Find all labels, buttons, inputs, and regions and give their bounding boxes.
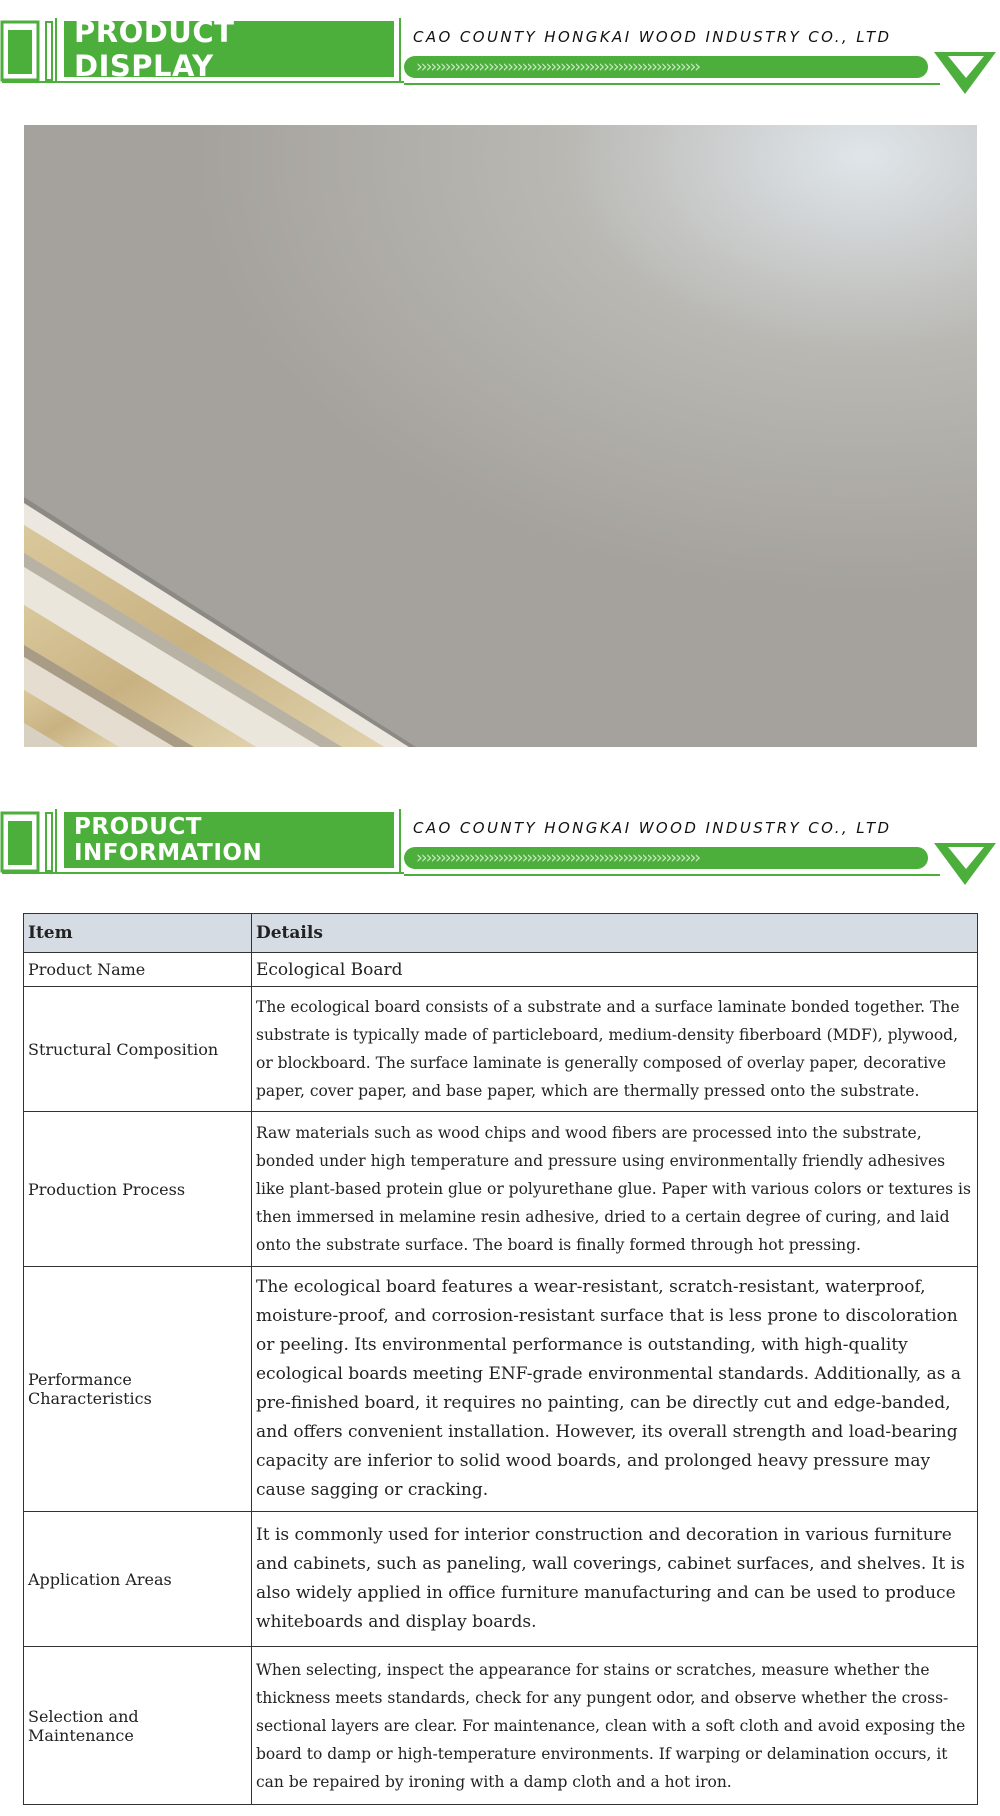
product-photo [24, 125, 977, 747]
row-details: When selecting, inspect the appearance for stains or scratches, measure whether the thickness meets standards, check for any pungent odor, and observe whether the cross-sectional layers are clear. For maintenance, clean with a soft cloth and avoid exposing the board to damp or high-temperature environments. If warping or delamination occurs, it can be repaired by ironing with a damp cloth and a hot iron. [252, 1647, 978, 1805]
company-name: CAO COUNTY HONGKAI WOOD INDUSTRY CO., LTD [413, 28, 892, 46]
table-row [24, 1267, 978, 1512]
row-item: Structural Composition [24, 987, 252, 1112]
product-info-table [23, 913, 978, 1805]
section-title: PRODUCT INFORMATION [64, 812, 394, 868]
row-details: Raw materials such as wood chips and wood fibers are processed into the substrate, bonded under high temperature and pressure using environmentally friendly adhesives like plant-based protein glue or polyurethane glue. Paper with various colors or textures is then immersed in melamine resin adhesive, dried to a certain degree of curing, and laid onto the substrate surface. The board is finally formed through hot pressing. [252, 1112, 978, 1267]
company-name: CAO COUNTY HONGKAI WOOD INDUSTRY CO., LTD [413, 819, 892, 837]
row-details: It is commonly used for interior construction and decoration in various furniture and cabinets, such as paneling, wall coverings, cabinet surfaces, and shelves. It is also widely applied in office furniture manufacturing and can be used to produce whiteboards and display boards. [252, 1512, 978, 1647]
row-item: Selection and Maintenance [24, 1647, 252, 1805]
product-information-banner [0, 807, 1000, 903]
row-details: Ecological Board [252, 953, 978, 987]
row-details: The ecological board consists of a substrate and a surface laminate bonded together. The substrate is typically made of particleboard, medium-density fiberboard (MDF), plywood, or blockboard. The surface laminate is generally composed of overlay paper, decorative paper, cover paper, and base paper, which are thermally pressed onto the substrate. [252, 987, 978, 1112]
table-row [24, 1512, 978, 1647]
row-item: Application Areas [24, 1512, 252, 1647]
row-item: Production Process [24, 1112, 252, 1267]
row-item: Performance Characteristics [24, 1267, 252, 1512]
table-row [24, 953, 978, 987]
column-header-details: Details [252, 914, 978, 953]
column-header-item: Item [24, 914, 252, 953]
row-details: The ecological board features a wear-resistant, scratch-resistant, waterproof, moisture-proof, and corrosion-resistant surface that is less prone to discoloration or peeling. Its environmental performance is outstanding, with high-quality ecological boards meeting ENF-grade environmental standards. Additionally, as a pre-finished board, it requires no painting, can be directly cut and edge-banded, and offers convenient installation. However, its overall strength and load-bearing capacity are inferior to solid wood boards, and prolonged heavy pressure may cause sagging or cracking. [252, 1267, 978, 1512]
product-display-banner [0, 16, 1000, 112]
section-title: PRODUCT DISPLAY [64, 21, 394, 77]
table-row [24, 1112, 978, 1267]
table-row [24, 1647, 978, 1805]
row-item: Product Name [24, 953, 252, 987]
chevron-strip: ››››››››››››››››››››››››››››››››››››››››››››››››››››››››››› [404, 56, 928, 78]
table-header-row [24, 914, 978, 953]
table-row [24, 987, 978, 1112]
laminated-board-photo [24, 125, 977, 747]
chevron-strip: ››››››››››››››››››››››››››››››››››››››››››››››››››››››››››› [404, 847, 928, 869]
